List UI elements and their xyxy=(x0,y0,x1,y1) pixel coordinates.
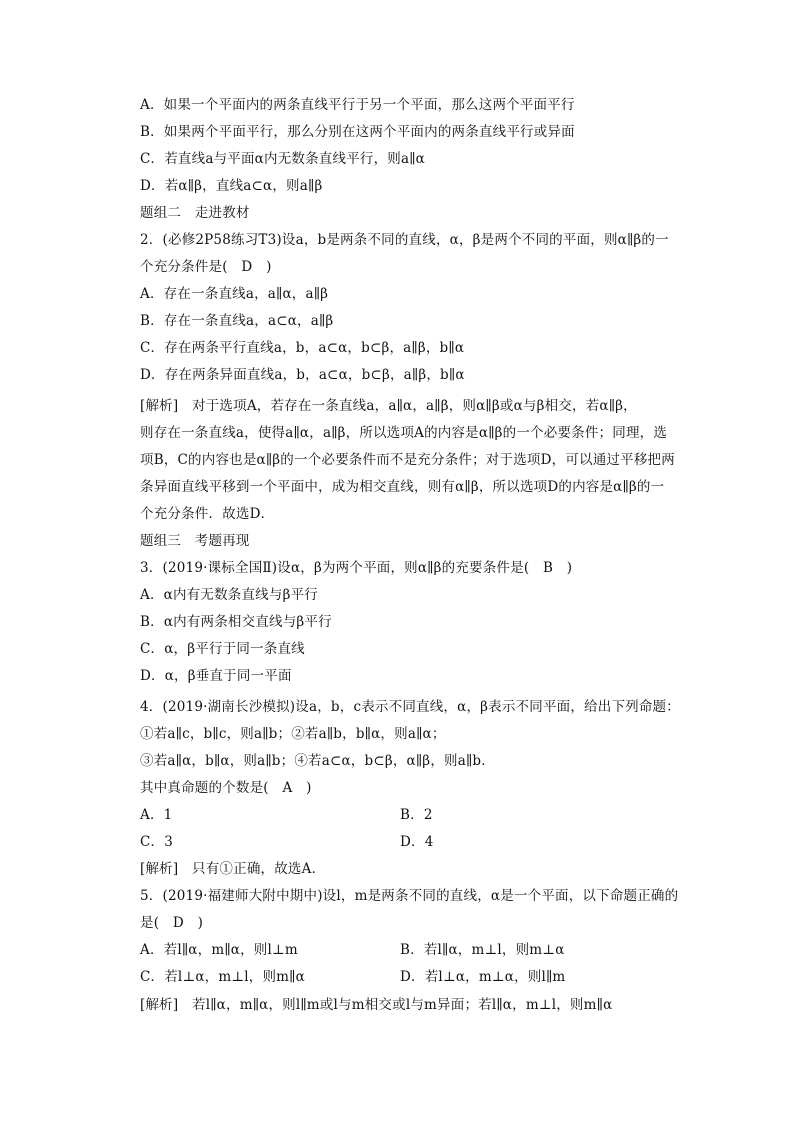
text-line: 条异面直线平移到一个平面中，成为相交直线，则有α∥β，所以选项D的内容是α∥β的一 xyxy=(140,479,665,495)
text-line: B．α内有两条相交直线与β平行 xyxy=(140,614,332,630)
text-line: 是( D ) xyxy=(140,915,204,931)
option-left: A．若l∥α，m∥α，则l⊥m xyxy=(140,942,298,958)
text-line: 其中真命题的个数是( A ) xyxy=(140,780,312,796)
text-line: C．α，β平行于同一条直线 xyxy=(140,641,305,657)
text-line: 5．(2019·福建师大附中期中)设l，m是两条不同的直线，α是一个平面，以下命题正确的 xyxy=(140,888,679,904)
text-line: 个充分条件．故选D． xyxy=(140,506,275,522)
text-line: ③若a∥α，b∥α，则a∥b；④若a⊂α，b⊂β，α∥β，则a∥b． xyxy=(140,753,495,769)
text-line: 3．(2019·课标全国Ⅱ)设α，β为两个平面，则α∥β的充要条件是( B ) xyxy=(140,560,573,576)
text-line: C．存在两条平行直线a，b，a⊂α，b⊂β，a∥β，b∥α xyxy=(140,340,465,356)
text-line: 题组二 走进教材 xyxy=(140,205,250,221)
option-right: B．若l∥α，m⊥l，则m⊥α xyxy=(400,942,565,958)
option-right: B．2 xyxy=(400,807,433,823)
text-line: [解析] 对于选项A，若存在一条直线a，a∥α，a∥β，则α∥β或α与β相交，若α∥β， xyxy=(140,398,637,414)
text-line: B．如果两个平面平行，那么分别在这两个平面内的两条直线平行或异面 xyxy=(140,124,575,140)
text-line: [解析] 若l∥α，m∥α，则l∥m或l与m相交或l与m异面；若l∥α，m⊥l，则m∥α xyxy=(140,997,613,1013)
text-line: 4．(2019·湖南长沙模拟)设a，b，c表示不同直线，α，β表示不同平面，给出下列命题： xyxy=(140,699,680,715)
text-line: B．存在一条直线a，a⊂α，a∥β xyxy=(140,313,334,329)
text-line: 个充分条件是( D ) xyxy=(140,259,272,275)
text-line: D．存在两条异面直线a，b，a⊂α，b⊂β，a∥β，b∥α xyxy=(140,367,465,383)
text-line: 题组三 考题再现 xyxy=(140,533,250,549)
option-left: A．1 xyxy=(140,807,173,823)
text-line: [解析] 只有①正确，故选A． xyxy=(140,861,326,877)
text-line: A．α内有无数条直线与β平行 xyxy=(140,587,318,603)
text-line: 2．(必修2P58练习T3)设a，b是两条不同的直线，α，β是两个不同的平面，则α∥β的一 xyxy=(140,232,669,248)
text-line: D．α，β垂直于同一平面 xyxy=(140,668,292,684)
text-line: 项B，C的内容也是α∥β的一个必要条件而不是充分条件；对于选项D，可以通过平移把两 xyxy=(140,452,675,468)
option-left: C．若l⊥α，m⊥l，则m∥α xyxy=(140,969,305,985)
text-line: A．如果一个平面内的两条直线平行于另一个平面，那么这两个平面平行 xyxy=(140,97,575,113)
text-line: 则存在一条直线a，使得a∥α，a∥β，所以选项A的内容是α∥β的一个必要条件；同理，选 xyxy=(140,425,668,441)
text-line: D．若α∥β，直线a⊂α，则a∥β xyxy=(140,178,323,194)
text-line: C．若直线a与平面α内无数条直线平行，则a∥α xyxy=(140,151,425,167)
text-line: ①若a∥c，b∥c，则a∥b；②若a∥b，b∥α，则a∥α； xyxy=(140,726,446,742)
option-right: D．若l⊥α，m⊥α，则l∥m xyxy=(400,969,566,985)
text-line: A．存在一条直线a，a∥α，a∥β xyxy=(140,286,329,302)
option-right: D．4 xyxy=(400,834,434,850)
option-left: C．3 xyxy=(140,834,174,850)
